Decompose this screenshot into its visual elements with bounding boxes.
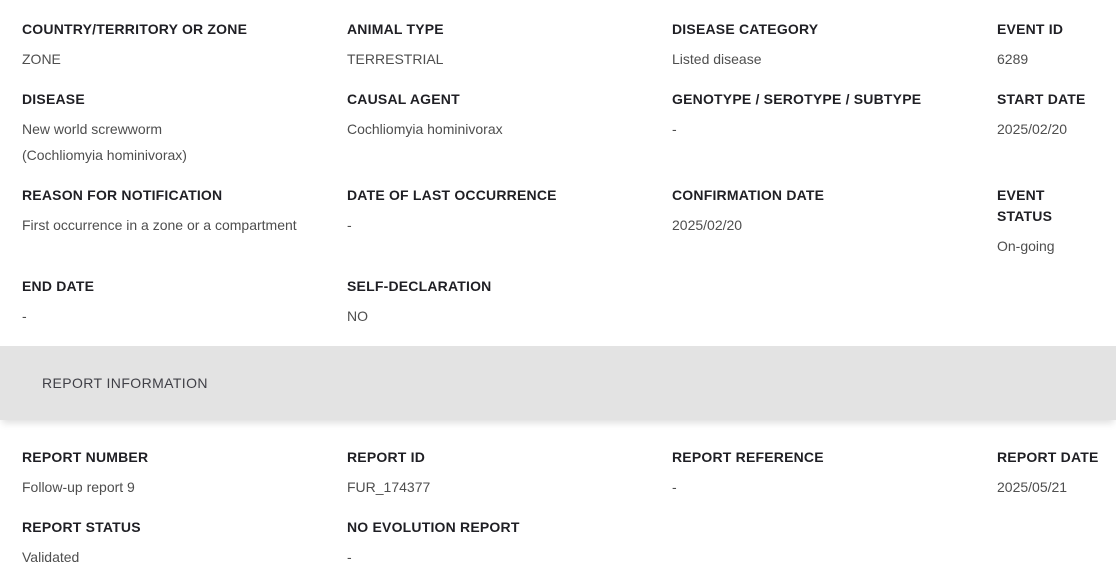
field-value: First occurrence in a zone or a compartment: [22, 217, 297, 233]
field-label: DISEASE: [22, 91, 85, 107]
field-confirmation-date: [672, 185, 997, 259]
empty-cell: [997, 276, 1116, 329]
field-genotype-serotype-subtype: [672, 89, 997, 168]
empty-cell: [997, 517, 1116, 570]
field-report-reference: [672, 447, 997, 500]
field-report-date: [997, 447, 1116, 500]
field-reason-for-notification: [22, 185, 347, 259]
field-label: NO EVOLUTION REPORT: [347, 519, 520, 535]
field-self-declaration: [347, 276, 672, 329]
field-label: END DATE: [22, 278, 95, 294]
empty-cell: [672, 276, 997, 329]
field-end-date: [22, 276, 347, 329]
field-label: SELF-DECLARATION: [347, 278, 492, 294]
field-start-date: [997, 89, 1116, 168]
field-country-territory-or-zone: [22, 19, 347, 72]
field-value: -: [22, 308, 27, 324]
field-label: REPORT DATE: [997, 449, 1099, 465]
field-value: ZONE: [22, 51, 61, 67]
field-label: REASON FOR NOTIFICATION: [22, 187, 223, 203]
empty-cell: [672, 517, 997, 570]
report-information-section-header: [0, 346, 1116, 420]
field-label: CONFIRMATION DATE: [672, 187, 825, 203]
field-value: FUR_174377: [347, 479, 431, 495]
field-label: EVENT ID: [997, 21, 1064, 37]
field-disease: [22, 89, 347, 168]
field-value: NO: [347, 308, 368, 324]
field-value: 6289: [997, 51, 1029, 67]
field-animal-type: [347, 19, 672, 72]
field-value: -: [672, 121, 677, 137]
field-value: New world screwworm (Cochliomyia hominivorax): [22, 121, 187, 163]
field-report-status: [22, 517, 347, 570]
field-date-of-last-occurrence: [347, 185, 672, 259]
report-information-section: [0, 420, 1116, 587]
field-label: DISEASE CATEGORY: [672, 21, 819, 37]
field-label: REPORT STATUS: [22, 519, 141, 535]
section-title: REPORT INFORMATION: [42, 375, 208, 391]
field-event-id: [997, 19, 1116, 72]
field-event-status: [997, 185, 1116, 259]
field-label: REPORT NUMBER: [22, 449, 149, 465]
field-value: -: [347, 549, 352, 565]
field-label: COUNTRY/TERRITORY OR ZONE: [22, 21, 248, 37]
field-label: DATE OF LAST OCCURRENCE: [347, 187, 557, 203]
field-label: START DATE: [997, 91, 1086, 107]
field-value: Cochliomyia hominivorax: [347, 121, 503, 137]
field-value: TERRESTRIAL: [347, 51, 444, 67]
field-label: REPORT REFERENCE: [672, 449, 824, 465]
field-no-evolution-report: [347, 517, 672, 570]
field-value: -: [347, 217, 352, 233]
field-value: -: [672, 479, 677, 495]
field-value: Listed disease: [672, 51, 762, 67]
field-value: On-going: [997, 238, 1055, 254]
field-value: 2025/02/20: [997, 121, 1068, 137]
field-report-id: [347, 447, 672, 500]
field-causal-agent: [347, 89, 672, 168]
field-label: CAUSAL AGENT: [347, 91, 460, 107]
field-label: GENOTYPE / SEROTYPE / SUBTYPE: [672, 91, 922, 107]
field-report-number: [22, 447, 347, 500]
field-value: 2025/05/21: [997, 479, 1068, 495]
field-label: ANIMAL TYPE: [347, 21, 444, 37]
field-label: EVENT STATUS: [997, 187, 1053, 224]
field-disease-category: [672, 19, 997, 72]
field-label: REPORT ID: [347, 449, 426, 465]
field-value: Follow-up report 9: [22, 479, 135, 495]
field-value: Validated: [22, 549, 80, 565]
field-value: 2025/02/20: [672, 217, 743, 233]
